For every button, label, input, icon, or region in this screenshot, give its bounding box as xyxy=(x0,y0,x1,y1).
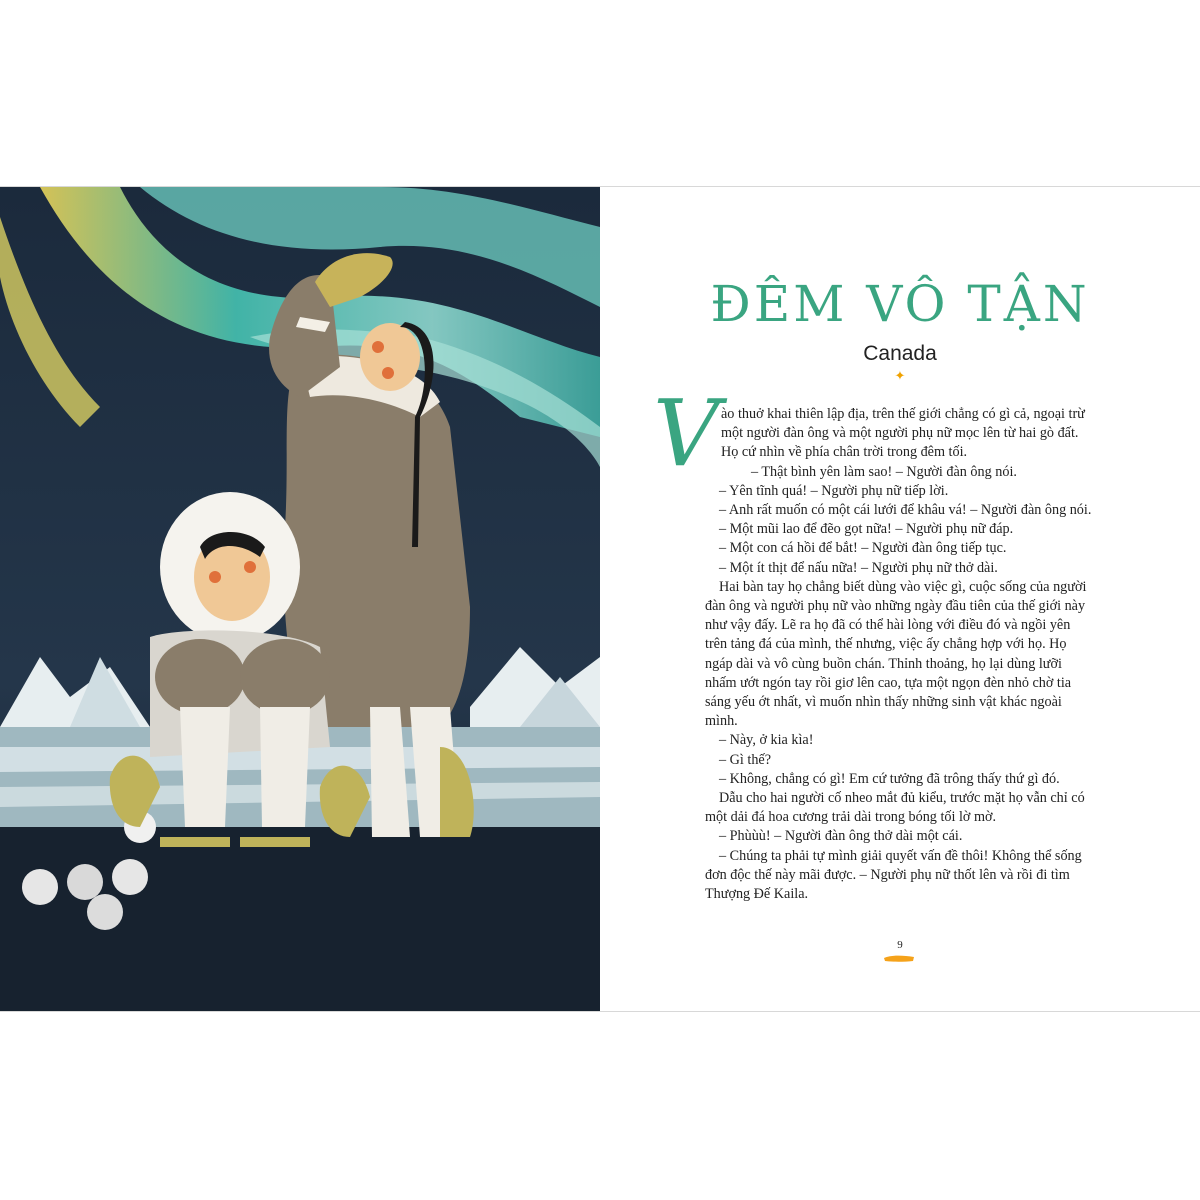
story-paragraph: – Chúng ta phải tự mình giải quyết vấn đề thôi! Không thể sống đơn độc thế này mãi được. – Người phụ nữ thốt lên và rồi đi tìm Thượng Đế Kaila. xyxy=(705,847,1082,903)
story-paragraph: – Yên tĩnh quá! – Người phụ nữ tiếp lời. xyxy=(719,482,949,499)
story-paragraph: – Một mũi lao để đẽo gọt nữa! – Người phụ nữ đáp. xyxy=(719,521,1014,538)
story-paragraph: – Không, chẳng có gì! Em cứ tưởng đã trông thấy thứ gì đó. xyxy=(719,770,1060,787)
story-paragraph: – Gì thế? xyxy=(719,751,772,768)
drop-cap: V xyxy=(653,380,720,487)
story-paragraph: – Thật bình yên làm sao! – Người đàn ông nói. xyxy=(751,463,1017,480)
story-paragraph: Hai bàn tay họ chẳng biết dùng vào việc gì, cuộc sống của người đàn ông và người phụ nữ vào những ngày đầu tiên của thế giới này như vậy đấy. Lẽ ra họ đã có thể hài lòng với điều đó và ngồi yên trên tảng đá của mình, thế nhưng, việc ấy chẳng hợp với họ. Họ ngáp dài và vô cùng buồn chán. Thỉnh thoảng, họ lại dùng lưỡi nhấm ướt ngón tay rồi giơ lên cao, tựa một ngọn đèn nhỏ chờ tia sáng yếu ớt nhất, vì muốn nhìn thấy những sinh vật khác ngoài mình. xyxy=(705,578,1087,730)
story-paragraph: – Phùùù! – Người đàn ông thở dài một cái. xyxy=(719,828,963,845)
story-paragraph: Dẫu cho hai người cố nheo mắt đủ kiểu, trước mặt họ vẫn chỉ có một dải đá hoa cương trải dài trong bóng tối lờ mờ. xyxy=(705,790,1085,826)
story-paragraph: – Một ít thịt để nấu nữa! – Người phụ nữ thở dài. xyxy=(719,559,998,576)
orange-brush-mark-icon xyxy=(882,954,916,963)
illustration-page xyxy=(0,187,600,1011)
story-title: ĐÊM VÔ TẬN xyxy=(710,275,1090,333)
story-paragraph: – Một con cá hồi để bắt! – Người đàn ông tiếp tục. xyxy=(719,540,1007,557)
story-paragraph: ào thuở khai thiên lập địa, trên thế giới chẳng có gì cả, ngoại trừ một người đàn ông và một người phụ nữ mọc lên từ hai gò đất. Họ cứ nhìn về phía chân trời trong đêm tối. xyxy=(721,406,1085,461)
page-number: 9 xyxy=(897,939,903,951)
book-spread xyxy=(0,186,1200,1012)
text-page xyxy=(600,187,1200,1011)
story-paragraph: – Này, ở kia kìa! xyxy=(719,732,814,749)
star-ornament-icon: ✦ xyxy=(894,369,906,384)
inuit-couple-illustration xyxy=(0,187,600,1011)
story-country: Canada xyxy=(863,342,937,365)
story-body xyxy=(653,380,1093,904)
story-paragraph: – Anh rất muốn có một cái lưới để khâu vá! – Người đàn ông nói. xyxy=(719,502,1092,519)
